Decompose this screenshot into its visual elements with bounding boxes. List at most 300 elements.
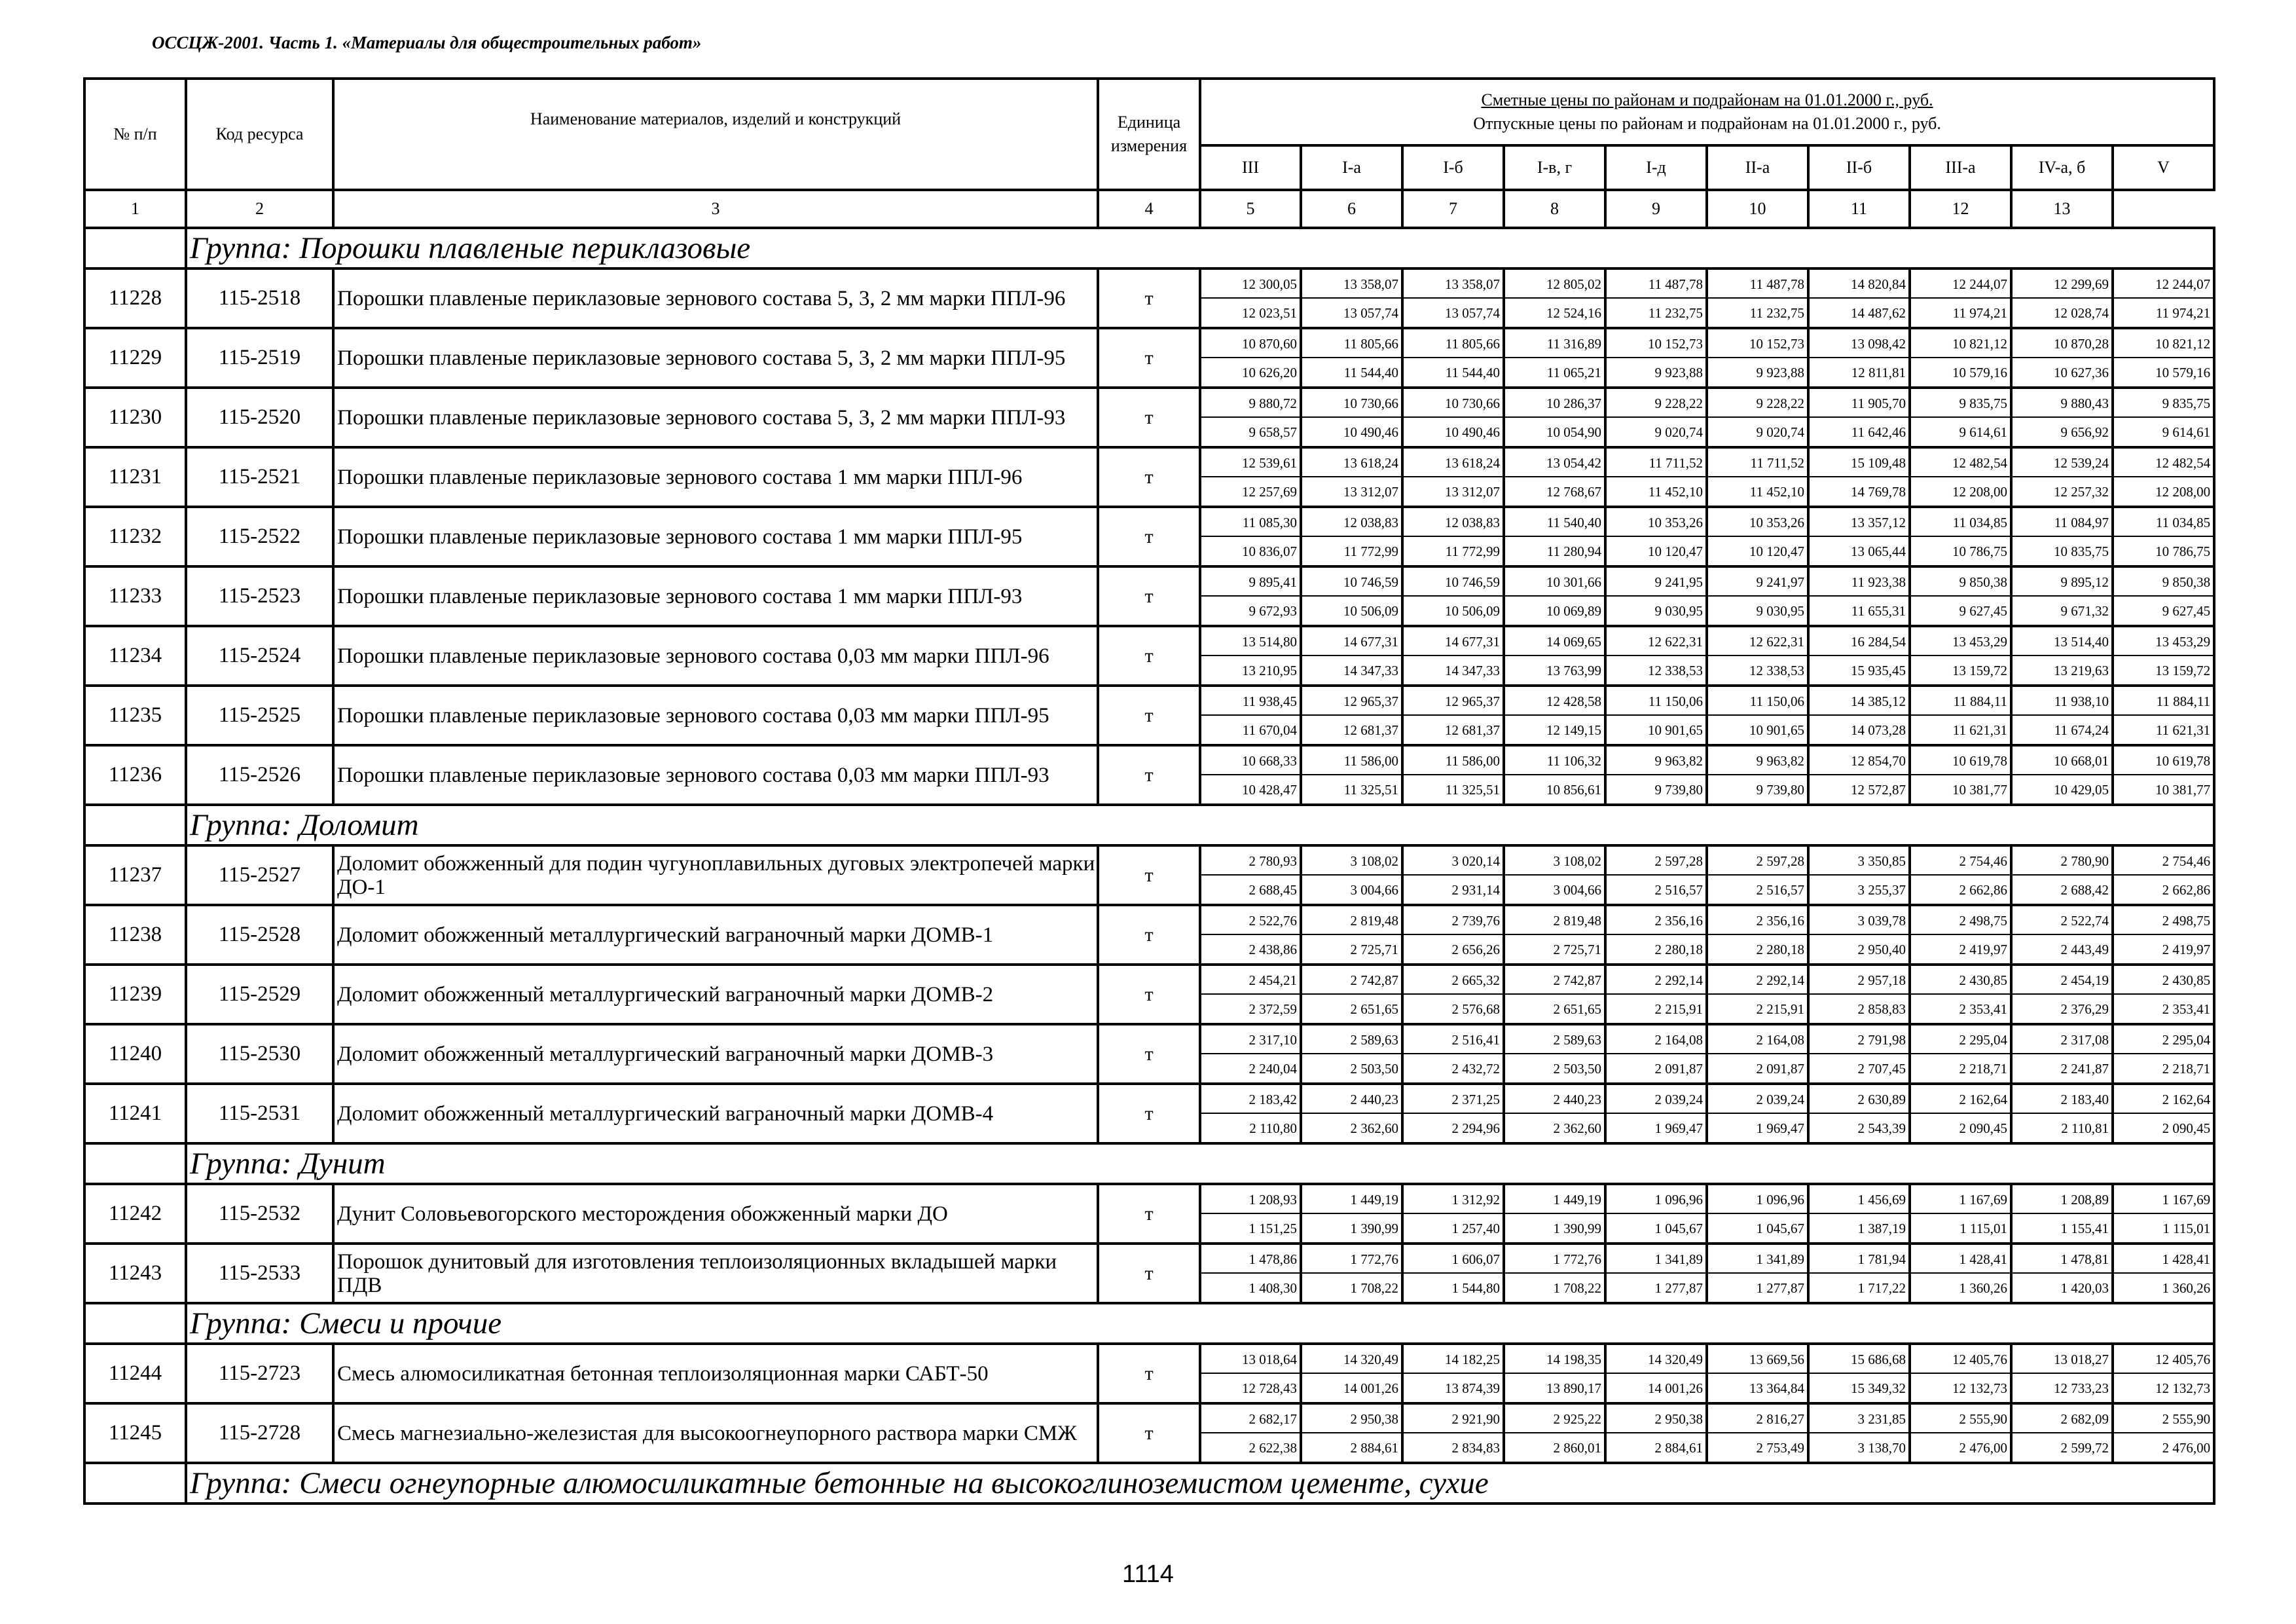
price-cell [1808,1184,1910,1244]
release-price: 11 642,46 [1851,424,1906,440]
estimate-price: 2 430,85 [2114,969,2213,995]
release-price: 11 232,75 [1648,304,1703,321]
release-price: 2 476,00 [2162,1439,2211,1456]
estimate-price: 10 353,26 [1708,511,1807,537]
release-price: 12 524,16 [1546,304,1601,321]
district-header: III [1200,145,1301,190]
release-price: 1 969,47 [1756,1120,1804,1136]
release-price: 11 065,21 [1546,364,1601,380]
release-price: 1 277,87 [1654,1280,1703,1296]
price-cell [1605,1184,1707,1244]
price-cell [1605,388,1707,447]
release-price: 14 347,33 [1445,662,1500,678]
estimate-price: 3 020,14 [1404,849,1503,876]
release-price: 11 280,94 [1546,543,1601,559]
column-number: 6 [1301,190,1402,228]
price-cell [1605,965,1707,1024]
release-price: 9 614,61 [1959,424,2007,440]
estimate-price: 11 923,38 [1810,570,1908,597]
release-price: 9 020,74 [1756,424,1804,440]
release-price: 13 874,39 [1445,1380,1500,1396]
group-row [84,228,2214,268]
release-price: 11 621,31 [2155,722,2211,738]
estimate-price: 10 353,26 [1607,511,1705,537]
price-cell [1605,845,1707,905]
release-price: 2 503,50 [1553,1060,1601,1077]
release-price: 9 923,88 [1756,364,1804,380]
price-cell [1402,1403,1504,1463]
release-price: 14 769,78 [1851,483,1906,500]
release-price: 11 670,04 [1242,722,1297,738]
estimate-price: 2 039,24 [1708,1088,1807,1114]
estimate-price: 12 405,76 [1911,1348,2010,1374]
unit-of-measure: т [1098,1024,1200,1084]
unit-of-measure: т [1098,447,1200,507]
unit-of-measure: т [1098,845,1200,905]
release-price: 13 763,99 [1546,662,1601,678]
estimate-price: 2 816,27 [1708,1407,1807,1433]
release-price: 2 240,04 [1248,1060,1297,1077]
group-row [84,1143,2214,1184]
estimate-price: 11 487,78 [1708,272,1807,299]
price-cell [1301,507,1402,566]
table-row [84,1403,2214,1463]
price-cell [1200,1403,1301,1463]
price-cell [1808,1024,1910,1084]
estimate-price: 11 316,89 [1505,332,1604,358]
release-price: 15 349,32 [1851,1380,1906,1396]
price-cell [1402,1344,1504,1403]
price-cell [1707,507,1808,566]
estimate-price: 9 228,22 [1607,392,1705,418]
price-cell [1402,1184,1504,1244]
release-price: 1 151,25 [1248,1220,1297,1236]
release-price: 10 626,20 [1242,364,1297,380]
price-cell [1605,745,1707,805]
price-cell [2011,388,2113,447]
release-price: 14 001,26 [1343,1380,1398,1396]
release-price: 11 325,51 [1445,781,1500,798]
resource-code: 115-2518 [186,268,333,328]
release-price: 3 255,37 [1857,881,1906,898]
price-cell [1301,1344,1402,1403]
release-price: 11 621,31 [1952,722,2007,738]
column-number: 11 [1808,190,1910,228]
price-cell [1301,626,1402,686]
price-cell [1200,686,1301,745]
price-cell [1707,845,1808,905]
release-price: 11 974,21 [2155,304,2211,321]
unit-of-measure: т [1098,1244,1200,1303]
price-cell [1707,1344,1808,1403]
row-number: 11238 [84,905,186,965]
district-header: I-в, г [1504,145,1605,190]
price-cell [1200,1244,1301,1303]
price-cell [2011,686,2113,745]
group-title: Группа: Смеси и прочие [186,1303,2214,1344]
estimate-price: 12 854,70 [1810,749,1908,775]
release-price: 13 890,17 [1546,1380,1601,1396]
estimate-price: 12 482,54 [1911,451,2010,477]
release-price: 2 476,00 [1959,1439,2007,1456]
estimate-price: 2 682,17 [1201,1407,1300,1433]
price-cell [2113,566,2214,626]
estimate-price: 2 454,21 [1201,969,1300,995]
column-number: 2 [186,190,333,228]
estimate-price: 1 772,76 [1302,1247,1401,1274]
column-number: 13 [2011,190,2113,228]
release-price: 2 376,29 [2060,1001,2109,1017]
price-cell [1910,965,2011,1024]
estimate-price: 11 586,00 [1302,749,1401,775]
price-cell [1605,626,1707,686]
estimate-price: 10 286,37 [1505,392,1604,418]
estimate-price: 11 805,66 [1404,332,1503,358]
estimate-price: 11 711,52 [1607,451,1705,477]
release-price: 2 241,87 [2060,1060,2109,1077]
price-cell [1808,507,1910,566]
price-cell [1605,1244,1707,1303]
release-price: 2 884,61 [1350,1439,1398,1456]
estimate-price: 2 921,90 [1404,1407,1503,1433]
price-cell [1605,1344,1707,1403]
price-cell [1301,388,1402,447]
price-cell [1910,388,2011,447]
release-price: 2 725,71 [1350,941,1398,957]
release-price: 2 110,80 [1249,1120,1297,1136]
price-cell [1910,1024,2011,1084]
estimate-price: 11 106,32 [1505,749,1604,775]
release-price: 9 671,32 [2060,602,2109,619]
header-prices-estimate: Сметные цены по районам и подрайонам на 01.01.2000 г., руб. [1481,90,1933,109]
release-price: 13 057,74 [1445,304,1500,321]
price-cell [1301,1403,1402,1463]
estimate-price: 13 669,56 [1708,1348,1807,1374]
estimate-price: 9 895,12 [2013,570,2111,597]
release-price: 2 218,71 [2162,1060,2211,1077]
price-cell [1910,1403,2011,1463]
price-cell [2113,1024,2214,1084]
price-cell [1200,1084,1301,1143]
resource-code: 115-2529 [186,965,333,1024]
release-price: 2 353,41 [2162,1001,2211,1017]
price-cell [1504,507,1605,566]
district-header: II-а [1707,145,1808,190]
unit-of-measure: т [1098,1184,1200,1244]
release-price: 9 658,57 [1248,424,1297,440]
release-price: 11 452,10 [1749,483,1804,500]
unit-of-measure: т [1098,905,1200,965]
release-price: 10 490,46 [1343,424,1398,440]
release-price: 1 708,22 [1350,1280,1398,1296]
price-cell [1301,965,1402,1024]
price-cell [2011,1403,2113,1463]
estimate-price: 2 162,64 [1911,1088,2010,1114]
release-price: 2 372,59 [1248,1001,1297,1017]
release-price: 1 387,19 [1857,1220,1906,1236]
release-price: 12 681,37 [1343,722,1398,738]
price-cell [1301,566,1402,626]
estimate-price: 10 730,66 [1404,392,1503,418]
column-number: 8 [1504,190,1605,228]
estimate-price: 14 677,31 [1302,630,1401,656]
price-cell [1301,328,1402,388]
material-name: Порошок дунитовый для изготовления теплоизоляционных вкладышей марки ПДВ [333,1244,1098,1303]
release-price: 2 753,49 [1756,1439,1804,1456]
release-price: 14 073,28 [1851,722,1906,738]
price-cell [1707,1084,1808,1143]
estimate-price: 2 589,63 [1302,1028,1401,1054]
price-cell [1402,268,1504,328]
estimate-price: 11 938,10 [2013,690,2111,716]
release-price: 9 020,74 [1654,424,1703,440]
estimate-price: 15 109,48 [1810,451,1908,477]
price-cell [1200,507,1301,566]
group-spacer-cell [84,1303,186,1344]
estimate-price: 1 096,96 [1607,1188,1705,1214]
release-price: 3 004,66 [1350,881,1398,898]
release-price: 13 364,84 [1749,1380,1804,1396]
price-cell [1301,845,1402,905]
row-number: 11241 [84,1084,186,1143]
price-cell [2113,745,2214,805]
material-name: Доломит обожженный металлургический ваграночный марки ДОМВ-1 [333,905,1098,965]
estimate-price: 12 539,61 [1201,451,1300,477]
release-price: 2 432,72 [1451,1060,1500,1077]
estimate-price: 2 371,25 [1404,1088,1503,1114]
estimate-price: 10 821,12 [2114,332,2213,358]
district-header: V [2113,145,2214,190]
release-price: 2 950,40 [1857,941,1906,957]
price-cell [1808,1344,1910,1403]
price-cell [1504,566,1605,626]
price-cell [1910,1184,2011,1244]
estimate-price: 1 606,07 [1404,1247,1503,1274]
release-price: 10 054,90 [1546,424,1601,440]
district-header: I-а [1301,145,1402,190]
estimate-price: 10 301,66 [1505,570,1604,597]
table-row [84,745,2214,805]
release-price: 10 786,75 [1952,543,2007,559]
row-number: 11242 [84,1184,186,1244]
release-price: 12 028,74 [2054,304,2109,321]
resource-code: 115-2723 [186,1344,333,1403]
price-cell [2113,845,2214,905]
price-cell [1200,1024,1301,1084]
estimate-price: 12 244,07 [1911,272,2010,299]
material-name: Смесь алюмосиликатная бетонная теплоизоляционная марки САБТ-50 [333,1344,1098,1403]
release-price: 2 091,87 [1654,1060,1703,1077]
release-price: 10 627,36 [2054,364,2109,380]
release-price: 14 487,62 [1851,304,1906,321]
release-price: 12 149,15 [1546,722,1601,738]
price-cell [1808,965,1910,1024]
estimate-price: 2 295,04 [1911,1028,2010,1054]
header-unit: Единица измерения [1098,79,1200,190]
price-cell [1808,686,1910,745]
price-cell [1707,1024,1808,1084]
estimate-price: 2 780,90 [2013,849,2111,876]
price-cell [1707,1403,1808,1463]
estimate-price: 13 018,64 [1201,1348,1300,1374]
price-cell [2113,447,2214,507]
row-number: 11228 [84,268,186,328]
release-price: 2 215,91 [1654,1001,1703,1017]
release-price: 1 390,99 [1350,1220,1398,1236]
price-cell [1200,905,1301,965]
estimate-price: 10 152,73 [1708,332,1807,358]
district-header: I-д [1605,145,1707,190]
header-name: Наименование материалов, изделий и конструкций [333,79,1098,190]
price-cell [2011,1344,2113,1403]
price-cell [1605,1403,1707,1463]
price-cell [1707,745,1808,805]
column-number: 3 [333,190,1098,228]
estimate-price: 2 754,46 [1911,849,2010,876]
release-price: 9 627,45 [2162,602,2211,619]
price-cell [2011,268,2113,328]
price-cell [1301,905,1402,965]
price-cell [1707,268,1808,328]
material-name: Порошки плавленые периклазовые зернового состава 5, 3, 2 мм марки ППЛ-95 [333,328,1098,388]
price-cell [1200,447,1301,507]
table-row [84,447,2214,507]
estimate-price: 14 182,25 [1404,1348,1503,1374]
release-price: 9 614,61 [2162,424,2211,440]
estimate-price: 2 039,24 [1607,1088,1705,1114]
release-price: 11 772,99 [1343,543,1398,559]
release-price: 15 935,45 [1851,662,1906,678]
estimate-price: 16 284,54 [1810,630,1908,656]
estimate-price: 2 356,16 [1607,909,1705,935]
estimate-price: 12 622,31 [1607,630,1705,656]
release-price: 2 834,83 [1451,1439,1500,1456]
estimate-price: 2 957,18 [1810,969,1908,995]
estimate-price: 13 054,42 [1505,451,1604,477]
group-title: Группа: Смеси огнеупорные алюмосиликатные бетонные на высокоглиноземистом цементе, сухие [186,1463,2214,1504]
material-name: Доломит обожженный металлургический ваграночный марки ДОМВ-2 [333,965,1098,1024]
estimate-price: 2 440,23 [1302,1088,1401,1114]
price-cell [1707,626,1808,686]
release-price: 2 651,65 [1350,1001,1398,1017]
district-header: II-б [1808,145,1910,190]
price-cell [2011,965,2113,1024]
column-number: 7 [1402,190,1504,228]
estimate-price: 11 540,40 [1505,511,1604,537]
price-cell [2113,388,2214,447]
release-price: 9 923,88 [1654,364,1703,380]
release-price: 2 662,86 [1959,881,2007,898]
price-cell [1707,965,1808,1024]
price-cell [2011,447,2113,507]
estimate-price: 12 428,58 [1505,690,1604,716]
price-cell [1200,626,1301,686]
release-price: 11 232,75 [1749,304,1804,321]
estimate-price: 13 098,42 [1810,332,1908,358]
group-title: Группа: Порошки плавленые периклазовые [186,228,2214,268]
page-number: 1114 [1122,1560,1174,1588]
release-price: 10 856,61 [1546,781,1601,798]
unit-of-measure: т [1098,388,1200,447]
release-price: 10 120,47 [1648,543,1703,559]
unit-of-measure: т [1098,626,1200,686]
release-price: 11 974,21 [1952,304,2007,321]
material-name: Порошки плавленые периклазовые зернового состава 5, 3, 2 мм марки ППЛ-93 [333,388,1098,447]
resource-code: 115-2533 [186,1244,333,1303]
estimate-price: 2 164,08 [1607,1028,1705,1054]
estimate-price: 14 820,84 [1810,272,1908,299]
estimate-price: 2 597,28 [1708,849,1807,876]
estimate-price: 13 018,27 [2013,1348,2111,1374]
release-price: 1 969,47 [1654,1120,1703,1136]
release-price: 2 543,39 [1857,1120,1906,1136]
price-cell [1504,1344,1605,1403]
resource-code: 115-2525 [186,686,333,745]
price-cell [2011,1184,2113,1244]
release-price: 12 023,51 [1242,304,1297,321]
release-price: 13 210,95 [1242,662,1297,678]
price-cell [1808,1244,1910,1303]
price-cell [1808,626,1910,686]
release-price: 2 503,50 [1350,1060,1398,1077]
price-cell [1808,447,1910,507]
estimate-price: 12 038,83 [1302,511,1401,537]
estimate-price: 9 228,22 [1708,392,1807,418]
release-price: 3 004,66 [1553,881,1601,898]
estimate-price: 9 850,38 [1911,570,2010,597]
release-price: 2 215,91 [1756,1001,1804,1017]
price-cell [1200,268,1301,328]
release-price: 11 772,99 [1445,543,1500,559]
price-cell [1504,1403,1605,1463]
resource-code: 115-2530 [186,1024,333,1084]
row-number: 11234 [84,626,186,686]
price-cell [1808,845,1910,905]
price-cell [1808,328,1910,388]
unit-of-measure: т [1098,566,1200,626]
table-row [84,328,2214,388]
estimate-price: 2 292,14 [1607,969,1705,995]
price-cell [1707,388,1808,447]
release-price: 1 708,22 [1553,1280,1601,1296]
estimate-price: 11 085,30 [1201,511,1300,537]
estimate-price: 1 781,94 [1810,1247,1908,1274]
release-price: 12 208,00 [2155,483,2211,500]
price-cell [2113,626,2214,686]
table-row [84,507,2214,566]
estimate-price: 10 746,59 [1404,570,1503,597]
release-price: 10 381,77 [2155,781,2211,798]
release-price: 13 065,44 [1851,543,1906,559]
price-cell [1707,447,1808,507]
estimate-price: 2 317,08 [2013,1028,2111,1054]
release-price: 2 858,83 [1857,1001,1906,1017]
estimate-price: 1 478,86 [1201,1247,1300,1274]
price-cell [1504,388,1605,447]
material-name: Доломит обожженный металлургический ваграночный марки ДОМВ-3 [333,1024,1098,1084]
price-cell [1200,845,1301,905]
price-cell [1808,1403,1910,1463]
price-cell [2113,1403,2214,1463]
release-price: 1 360,26 [2162,1280,2211,1296]
release-price: 2 707,45 [1857,1060,1906,1077]
row-number: 11233 [84,566,186,626]
release-price: 12 338,53 [1749,662,1804,678]
table-row [84,268,2214,328]
release-price: 10 381,77 [1952,781,2007,798]
unit-of-measure: т [1098,328,1200,388]
resource-code: 115-2528 [186,905,333,965]
